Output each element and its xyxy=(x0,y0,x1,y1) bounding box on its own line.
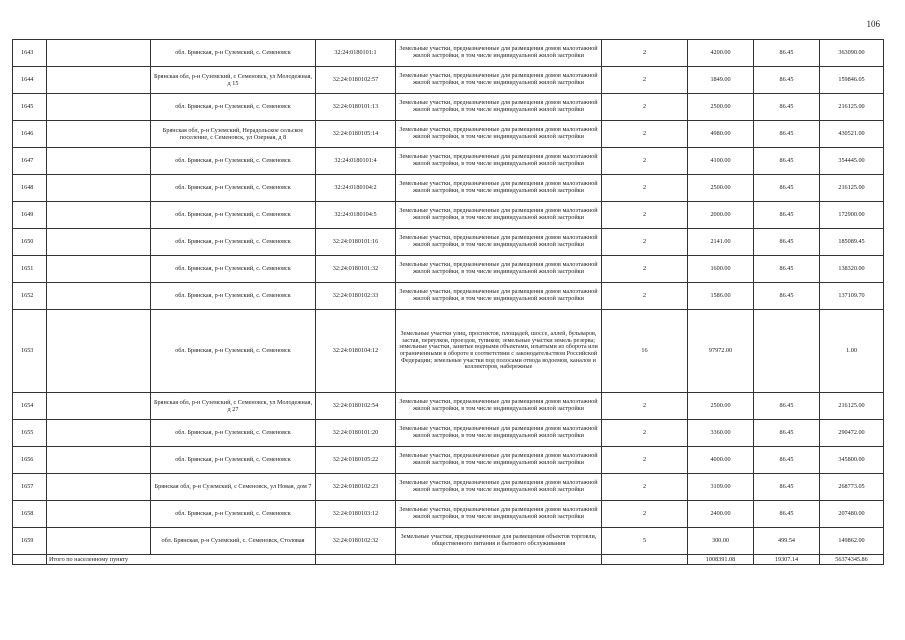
group-cell: 2 xyxy=(602,67,688,94)
group-cell: 2 xyxy=(602,94,688,121)
group-cell: 5 xyxy=(602,528,688,555)
land-use-cell: Земельные участки, предназначенные для размещения объектов торговли, общественного питания и бытового обслуживания xyxy=(396,528,602,555)
address-cell: обл. Брянская, р-н Суземский, с. Семеновск xyxy=(151,310,316,393)
area-cell: 4100.00 xyxy=(688,148,754,175)
cadastral-number-cell: 32:24:0180101:16 xyxy=(316,229,396,256)
land-use-cell: Земельные участки, предназначенные для размещения домов малоэтажной жилой застройки, в том числе индивидуальной жилой застройки xyxy=(396,175,602,202)
row-number: 1655 xyxy=(13,420,47,447)
cadastral-value-cell: 185089.45 xyxy=(820,229,884,256)
table-row xyxy=(13,447,884,474)
cadastral-value-cell: 159846.05 xyxy=(820,67,884,94)
row-number: 1648 xyxy=(13,175,47,202)
table-row xyxy=(13,121,884,148)
empty-cell xyxy=(47,501,151,528)
cadastral-value-cell: 216125.00 xyxy=(820,393,884,420)
address-cell: обл. Брянская, р-н Суземский, с. Семеновск xyxy=(151,501,316,528)
rate-cell: 499.54 xyxy=(754,528,820,555)
area-cell: 4000.00 xyxy=(688,447,754,474)
page-number: 106 xyxy=(866,19,880,29)
area-cell: 1586.00 xyxy=(688,283,754,310)
area-cell: 2500.00 xyxy=(688,393,754,420)
rate-cell: 86.45 xyxy=(754,67,820,94)
address-cell: обл. Брянская, р-н Суземский, с. Семеновск xyxy=(151,94,316,121)
row-number: 1645 xyxy=(13,94,47,121)
land-use-cell: Земельные участки улиц, проспектов, площадей, шоссе, аллей, бульваров, застав, переулков, проездов, тупиков; земельные участки земель резерва; земельные участки, занятые водными объектами, изъятыми из оборота или ограниченными в обороте в соответствии с законодательством Российской Федерации; земельные участки под полосами отвода водоемов, каналов и коллекторов, набережные xyxy=(396,310,602,393)
address-cell: Брянская обл, р-н Суземский, с Семеновск, ул Молодежная, д 27 xyxy=(151,393,316,420)
empty-cell xyxy=(47,148,151,175)
cadastral-value-cell: 207480.00 xyxy=(820,501,884,528)
empty-cell xyxy=(47,528,151,555)
cadastral-number-cell: 32:24:0180101:13 xyxy=(316,94,396,121)
land-use-cell: Земельные участки, предназначенные для размещения домов малоэтажной жилой застройки, в том числе индивидуальной жилой застройки xyxy=(396,121,602,148)
empty-cell xyxy=(13,555,47,565)
group-cell: 2 xyxy=(602,283,688,310)
cadastral-value-table xyxy=(12,39,884,565)
empty-cell xyxy=(47,420,151,447)
rate-cell: 86.45 xyxy=(754,175,820,202)
rate-cell: 86.45 xyxy=(754,121,820,148)
cadastral-number-cell: 32:24:0180101:1 xyxy=(316,40,396,67)
row-number: 1643 xyxy=(13,40,47,67)
rate-cell: 86.45 xyxy=(754,393,820,420)
group-cell: 2 xyxy=(602,393,688,420)
rate-cell: 86.45 xyxy=(754,283,820,310)
area-cell: 2500.00 xyxy=(688,175,754,202)
row-number: 1650 xyxy=(13,229,47,256)
group-cell: 2 xyxy=(602,202,688,229)
cadastral-value-cell: 268773.05 xyxy=(820,474,884,501)
row-number: 1658 xyxy=(13,501,47,528)
cadastral-value-cell: 430521.00 xyxy=(820,121,884,148)
cadastral-number-cell: 32:24:0180103:12 xyxy=(316,501,396,528)
empty-cell xyxy=(47,67,151,94)
cadastral-value-cell: 137109.70 xyxy=(820,283,884,310)
group-cell: 2 xyxy=(602,474,688,501)
cadastral-number-cell: 32:24:0180102:54 xyxy=(316,393,396,420)
address-cell: обл. Брянская, р-н Суземский, с. Семеновск, Столовая xyxy=(151,528,316,555)
cadastral-value-cell: 172900.00 xyxy=(820,202,884,229)
land-use-cell: Земельные участки, предназначенные для размещения домов малоэтажной жилой застройки, в том числе индивидуальной жилой застройки xyxy=(396,202,602,229)
rate-cell: 86.45 xyxy=(754,229,820,256)
land-use-cell: Земельные участки, предназначенные для размещения домов малоэтажной жилой застройки, в том числе индивидуальной жилой застройки xyxy=(396,283,602,310)
row-number: 1646 xyxy=(13,121,47,148)
area-cell: 2000.00 xyxy=(688,202,754,229)
cadastral-value-cell: 138320.00 xyxy=(820,256,884,283)
total-rate: 19307.14 xyxy=(754,555,820,565)
group-cell: 2 xyxy=(602,175,688,202)
empty-cell xyxy=(47,121,151,148)
address-cell: обл. Брянская, р-н Суземский, с. Семеновск xyxy=(151,202,316,229)
row-number: 1653 xyxy=(13,310,47,393)
empty-cell xyxy=(47,310,151,393)
land-use-cell: Земельные участки, предназначенные для размещения домов малоэтажной жилой застройки, в том числе индивидуальной жилой застройки xyxy=(396,67,602,94)
land-use-cell: Земельные участки, предназначенные для размещения домов малоэтажной жилой застройки, в том числе индивидуальной жилой застройки xyxy=(396,229,602,256)
rate-cell: 86.45 xyxy=(754,40,820,67)
row-number: 1651 xyxy=(13,256,47,283)
rate-cell xyxy=(754,310,820,393)
land-use-cell: Земельные участки, предназначенные для размещения домов малоэтажной жилой застройки, в том числе индивидуальной жилой застройки xyxy=(396,148,602,175)
table-row xyxy=(13,393,884,420)
total-row xyxy=(13,555,884,565)
empty-cell xyxy=(47,283,151,310)
group-cell: 16 xyxy=(602,310,688,393)
cadastral-value-cell: 149862.00 xyxy=(820,528,884,555)
empty-cell xyxy=(47,256,151,283)
table-row xyxy=(13,474,884,501)
cadastral-value-cell: 216125.00 xyxy=(820,175,884,202)
table-row xyxy=(13,202,884,229)
land-use-cell: Земельные участки, предназначенные для размещения домов малоэтажной жилой застройки, в том числе индивидуальной жилой застройки xyxy=(396,420,602,447)
area-cell: 2400.00 xyxy=(688,501,754,528)
address-cell: обл. Брянская, р-н Суземский, с. Семеновск xyxy=(151,256,316,283)
area-cell: 1600.00 xyxy=(688,256,754,283)
row-number: 1649 xyxy=(13,202,47,229)
address-cell: Брянская обл, р-н Суземский, с Семеновск, ул Молодежная, д 15 xyxy=(151,67,316,94)
land-use-cell: Земельные участки, предназначенные для размещения домов малоэтажной жилой застройки, в том числе индивидуальной жилой застройки xyxy=(396,474,602,501)
area-cell: 3360.00 xyxy=(688,420,754,447)
table-row xyxy=(13,67,884,94)
area-cell: 4980.00 xyxy=(688,121,754,148)
area-cell: 300.00 xyxy=(688,528,754,555)
rate-cell: 86.45 xyxy=(754,420,820,447)
rate-cell: 86.45 xyxy=(754,256,820,283)
land-use-cell: Земельные участки, предназначенные для размещения домов малоэтажной жилой застройки, в том числе индивидуальной жилой застройки xyxy=(396,393,602,420)
area-cell: 2141.00 xyxy=(688,229,754,256)
table-row xyxy=(13,229,884,256)
cadastral-number-cell: 32:24:0180104:12 xyxy=(316,310,396,393)
empty-cell xyxy=(47,202,151,229)
area-cell: 97972.00 xyxy=(688,310,754,393)
table-row xyxy=(13,501,884,528)
rate-cell: 86.45 xyxy=(754,94,820,121)
land-use-cell: Земельные участки, предназначенные для размещения домов малоэтажной жилой застройки, в том числе индивидуальной жилой застройки xyxy=(396,501,602,528)
total-label: Итого по населенному пункту xyxy=(47,555,316,565)
rate-cell: 86.45 xyxy=(754,474,820,501)
cadastral-number-cell: 32:24:0180104:2 xyxy=(316,175,396,202)
cadastral-value-cell: 290472.00 xyxy=(820,420,884,447)
cadastral-number-cell: 32:24:0180102:23 xyxy=(316,474,396,501)
total-value: 56374345.86 xyxy=(820,555,884,565)
cadastral-number-cell: 32:24:0180102:32 xyxy=(316,528,396,555)
address-cell: обл. Брянская, р-н Суземский, с. Семеновск xyxy=(151,283,316,310)
empty-cell xyxy=(602,555,688,565)
row-number: 1654 xyxy=(13,393,47,420)
cadastral-value-cell: 345800.00 xyxy=(820,447,884,474)
row-number: 1659 xyxy=(13,528,47,555)
cadastral-value-cell: 216125.00 xyxy=(820,94,884,121)
group-cell: 2 xyxy=(602,501,688,528)
table-row xyxy=(13,40,884,67)
group-cell: 2 xyxy=(602,420,688,447)
cadastral-number-cell: 32:24:0180105:14 xyxy=(316,121,396,148)
cadastral-value-cell: 354445.00 xyxy=(820,148,884,175)
table-row xyxy=(13,528,884,555)
rate-cell: 86.45 xyxy=(754,447,820,474)
table-row xyxy=(13,283,884,310)
group-cell: 2 xyxy=(602,256,688,283)
group-cell: 2 xyxy=(602,121,688,148)
table-row xyxy=(13,94,884,121)
empty-cell xyxy=(316,555,396,565)
cadastral-value-cell: 363090.00 xyxy=(820,40,884,67)
empty-cell xyxy=(47,94,151,121)
area-cell: 1849.00 xyxy=(688,67,754,94)
address-cell: Брянская обл, р-н Суземский, с Семеновск, ул Новая, дом 7 xyxy=(151,474,316,501)
table-row xyxy=(13,175,884,202)
area-cell: 3109.00 xyxy=(688,474,754,501)
empty-cell xyxy=(47,40,151,67)
area-cell: 2500.00 xyxy=(688,94,754,121)
empty-cell xyxy=(47,474,151,501)
cadastral-number-cell: 32:24:0180101:32 xyxy=(316,256,396,283)
group-cell: 2 xyxy=(602,40,688,67)
cadastral-number-cell: 32:24:0180105:22 xyxy=(316,447,396,474)
cadastral-number-cell: 32:24:0180104:5 xyxy=(316,202,396,229)
cadastral-number-cell: 32:24:0180102:57 xyxy=(316,67,396,94)
row-number: 1657 xyxy=(13,474,47,501)
table-row xyxy=(13,256,884,283)
address-cell: обл. Брянская, р-н Суземский, с. Семеновск xyxy=(151,40,316,67)
table-row xyxy=(13,148,884,175)
land-use-cell: Земельные участки, предназначенные для размещения домов малоэтажной жилой застройки, в том числе индивидуальной жилой застройки xyxy=(396,447,602,474)
rate-cell: 86.45 xyxy=(754,501,820,528)
group-cell: 2 xyxy=(602,148,688,175)
land-use-cell: Земельные участки, предназначенные для размещения домов малоэтажной жилой застройки, в том числе индивидуальной жилой застройки xyxy=(396,94,602,121)
area-cell: 4200.00 xyxy=(688,40,754,67)
table-row xyxy=(13,420,884,447)
address-cell: обл. Брянская, р-н Суземский, с. Семеновск xyxy=(151,229,316,256)
address-cell: обл. Брянская, р-н Суземский, с. Семеновск xyxy=(151,420,316,447)
row-number: 1652 xyxy=(13,283,47,310)
empty-cell xyxy=(47,175,151,202)
table-row xyxy=(13,310,884,393)
cadastral-number-cell: 32:24:0180101:4 xyxy=(316,148,396,175)
rate-cell: 86.45 xyxy=(754,148,820,175)
land-use-cell: Земельные участки, предназначенные для размещения домов малоэтажной жилой застройки, в том числе индивидуальной жилой застройки xyxy=(396,40,602,67)
empty-cell xyxy=(47,393,151,420)
total-area: 1008391.08 xyxy=(688,555,754,565)
cadastral-value-cell: 1.00 xyxy=(820,310,884,393)
address-cell: обл. Брянская, р-н Суземский, с. Семеновск xyxy=(151,175,316,202)
empty-cell xyxy=(47,229,151,256)
cadastral-number-cell: 32:24:0180102:33 xyxy=(316,283,396,310)
land-use-cell: Земельные участки, предназначенные для размещения домов малоэтажной жилой застройки, в том числе индивидуальной жилой застройки xyxy=(396,256,602,283)
group-cell: 2 xyxy=(602,229,688,256)
address-cell: обл. Брянская, р-н Суземский, с. Семеновск xyxy=(151,148,316,175)
row-number: 1647 xyxy=(13,148,47,175)
empty-cell xyxy=(396,555,602,565)
address-cell: Брянская обл, р-н Суземский, Нерадольское сельское поселение, с Семеновск, ул Озерная, д 8 xyxy=(151,121,316,148)
cadastral-number-cell: 32:24:0180101:20 xyxy=(316,420,396,447)
rate-cell: 86.45 xyxy=(754,202,820,229)
group-cell: 2 xyxy=(602,447,688,474)
row-number: 1656 xyxy=(13,447,47,474)
empty-cell xyxy=(47,447,151,474)
row-number: 1644 xyxy=(13,67,47,94)
address-cell: обл. Брянская, р-н Суземский, с. Семеновск xyxy=(151,447,316,474)
